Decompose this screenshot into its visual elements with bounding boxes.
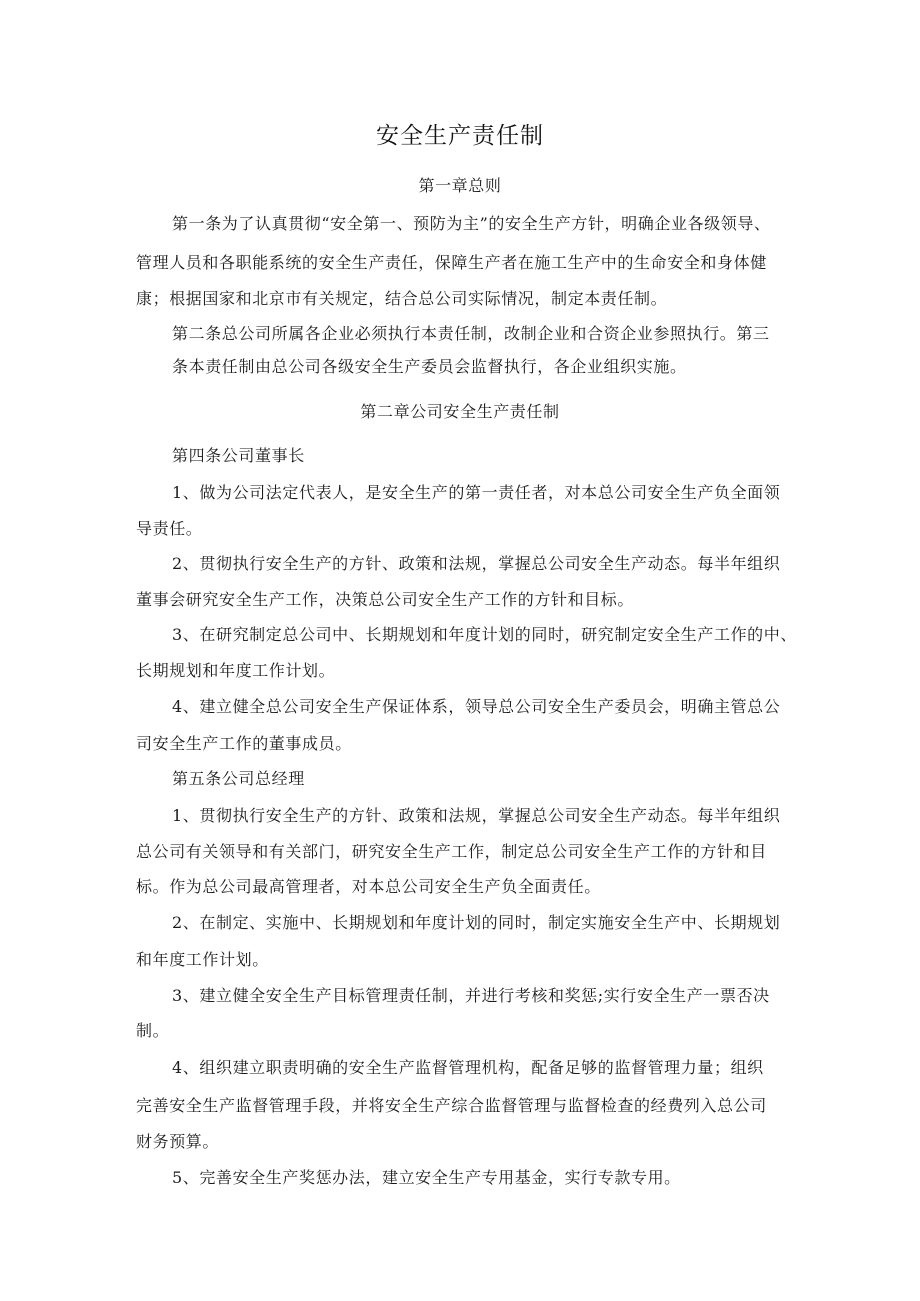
paragraph-line: 总公司有关领导和有关部门，研究安全生产工作，制定总公司安全生产工作的方针和目 — [136, 842, 767, 861]
paragraph-line: 司安全生产工作的董事成员。 — [136, 734, 352, 753]
paragraph-line: 条本责任制由总公司各级安全生产委员会监督执行，各企业组织实施。 — [172, 357, 687, 376]
paragraph-line: 3、建立健全安全生产目标管理责任制，并进行考核和奖惩;实行安全生产一票否决 — [172, 986, 770, 1005]
paragraph-line: 3、在研究制定总公司中、长期规划和年度计划的同时，研究制定安全生产工作的中、 — [172, 625, 797, 644]
paragraph-line: 管理人员和各职能系统的安全生产责任，保障生产者在施工生产中的生命安全和身体健 — [136, 253, 767, 272]
chapter-2-heading: 第二章公司安全生产责任制 — [360, 402, 560, 421]
paragraph-line: 制。 — [136, 1021, 170, 1040]
paragraph-line: 康；根据国家和北京市有关规定，结合总公司实际情况，制定本责任制。 — [136, 289, 668, 308]
article-4-heading: 第四条公司董事长 — [172, 446, 305, 465]
article-5-heading: 第五条公司总经理 — [172, 769, 305, 788]
chapter-1-heading: 第一章总则 — [418, 176, 502, 195]
paragraph-line: 标。作为总公司最高管理者，对本总公司安全生产负全面责任。 — [136, 877, 601, 896]
paragraph-line: 4、建立健全总公司安全生产保证体系，领导总公司安全生产委员会，明确主管总公 — [172, 697, 781, 716]
paragraph-line: 2、在制定、实施中、长期规划和年度计划的同时，制定实施安全生产中、长期规划 — [172, 913, 781, 932]
paragraph-line: 长期规划和年度工作计划。 — [136, 661, 336, 680]
paragraph-line: 和年度工作计划。 — [136, 950, 269, 969]
document-title: 安全生产责任制 — [376, 123, 544, 149]
paragraph-line: 5、完善安全生产奖惩办法，建立安全生产专用基金，实行专款专用。 — [172, 1168, 681, 1187]
paragraph-line: 2、贯彻执行安全生产的方针、政策和法规，掌握总公司安全生产动态。每半年组织 — [172, 554, 781, 573]
paragraph-line: 财务预算。 — [136, 1132, 220, 1151]
paragraph-line: 完善安全生产监督管理手段，并将安全生产综合监督管理与监督检查的经费列入总公司 — [136, 1096, 767, 1115]
paragraph-line: 导责任。 — [136, 519, 203, 538]
paragraph-line: 第一条为了认真贯彻“安全第一、预防为主”的安全生产方针，明确企业各级领导、 — [172, 214, 771, 233]
paragraph-line: 1、贯彻执行安全生产的方针、政策和法规，掌握总公司安全生产动态。每半年组织 — [172, 806, 781, 825]
paragraph-line: 4、组织建立职责明确的安全生产监督管理机构，配备足够的监督管理力量；组织 — [172, 1058, 764, 1077]
paragraph-line: 第二条总公司所属各企业必须执行本责任制，改制企业和合资企业参照执行。第三 — [172, 324, 770, 343]
paragraph-line: 1、做为公司法定代表人，是安全生产的第一责任者，对本总公司安全生产负全面领 — [172, 483, 781, 502]
paragraph-line: 董事会研究安全生产工作，决策总公司安全生产工作的方针和目标。 — [136, 590, 635, 609]
